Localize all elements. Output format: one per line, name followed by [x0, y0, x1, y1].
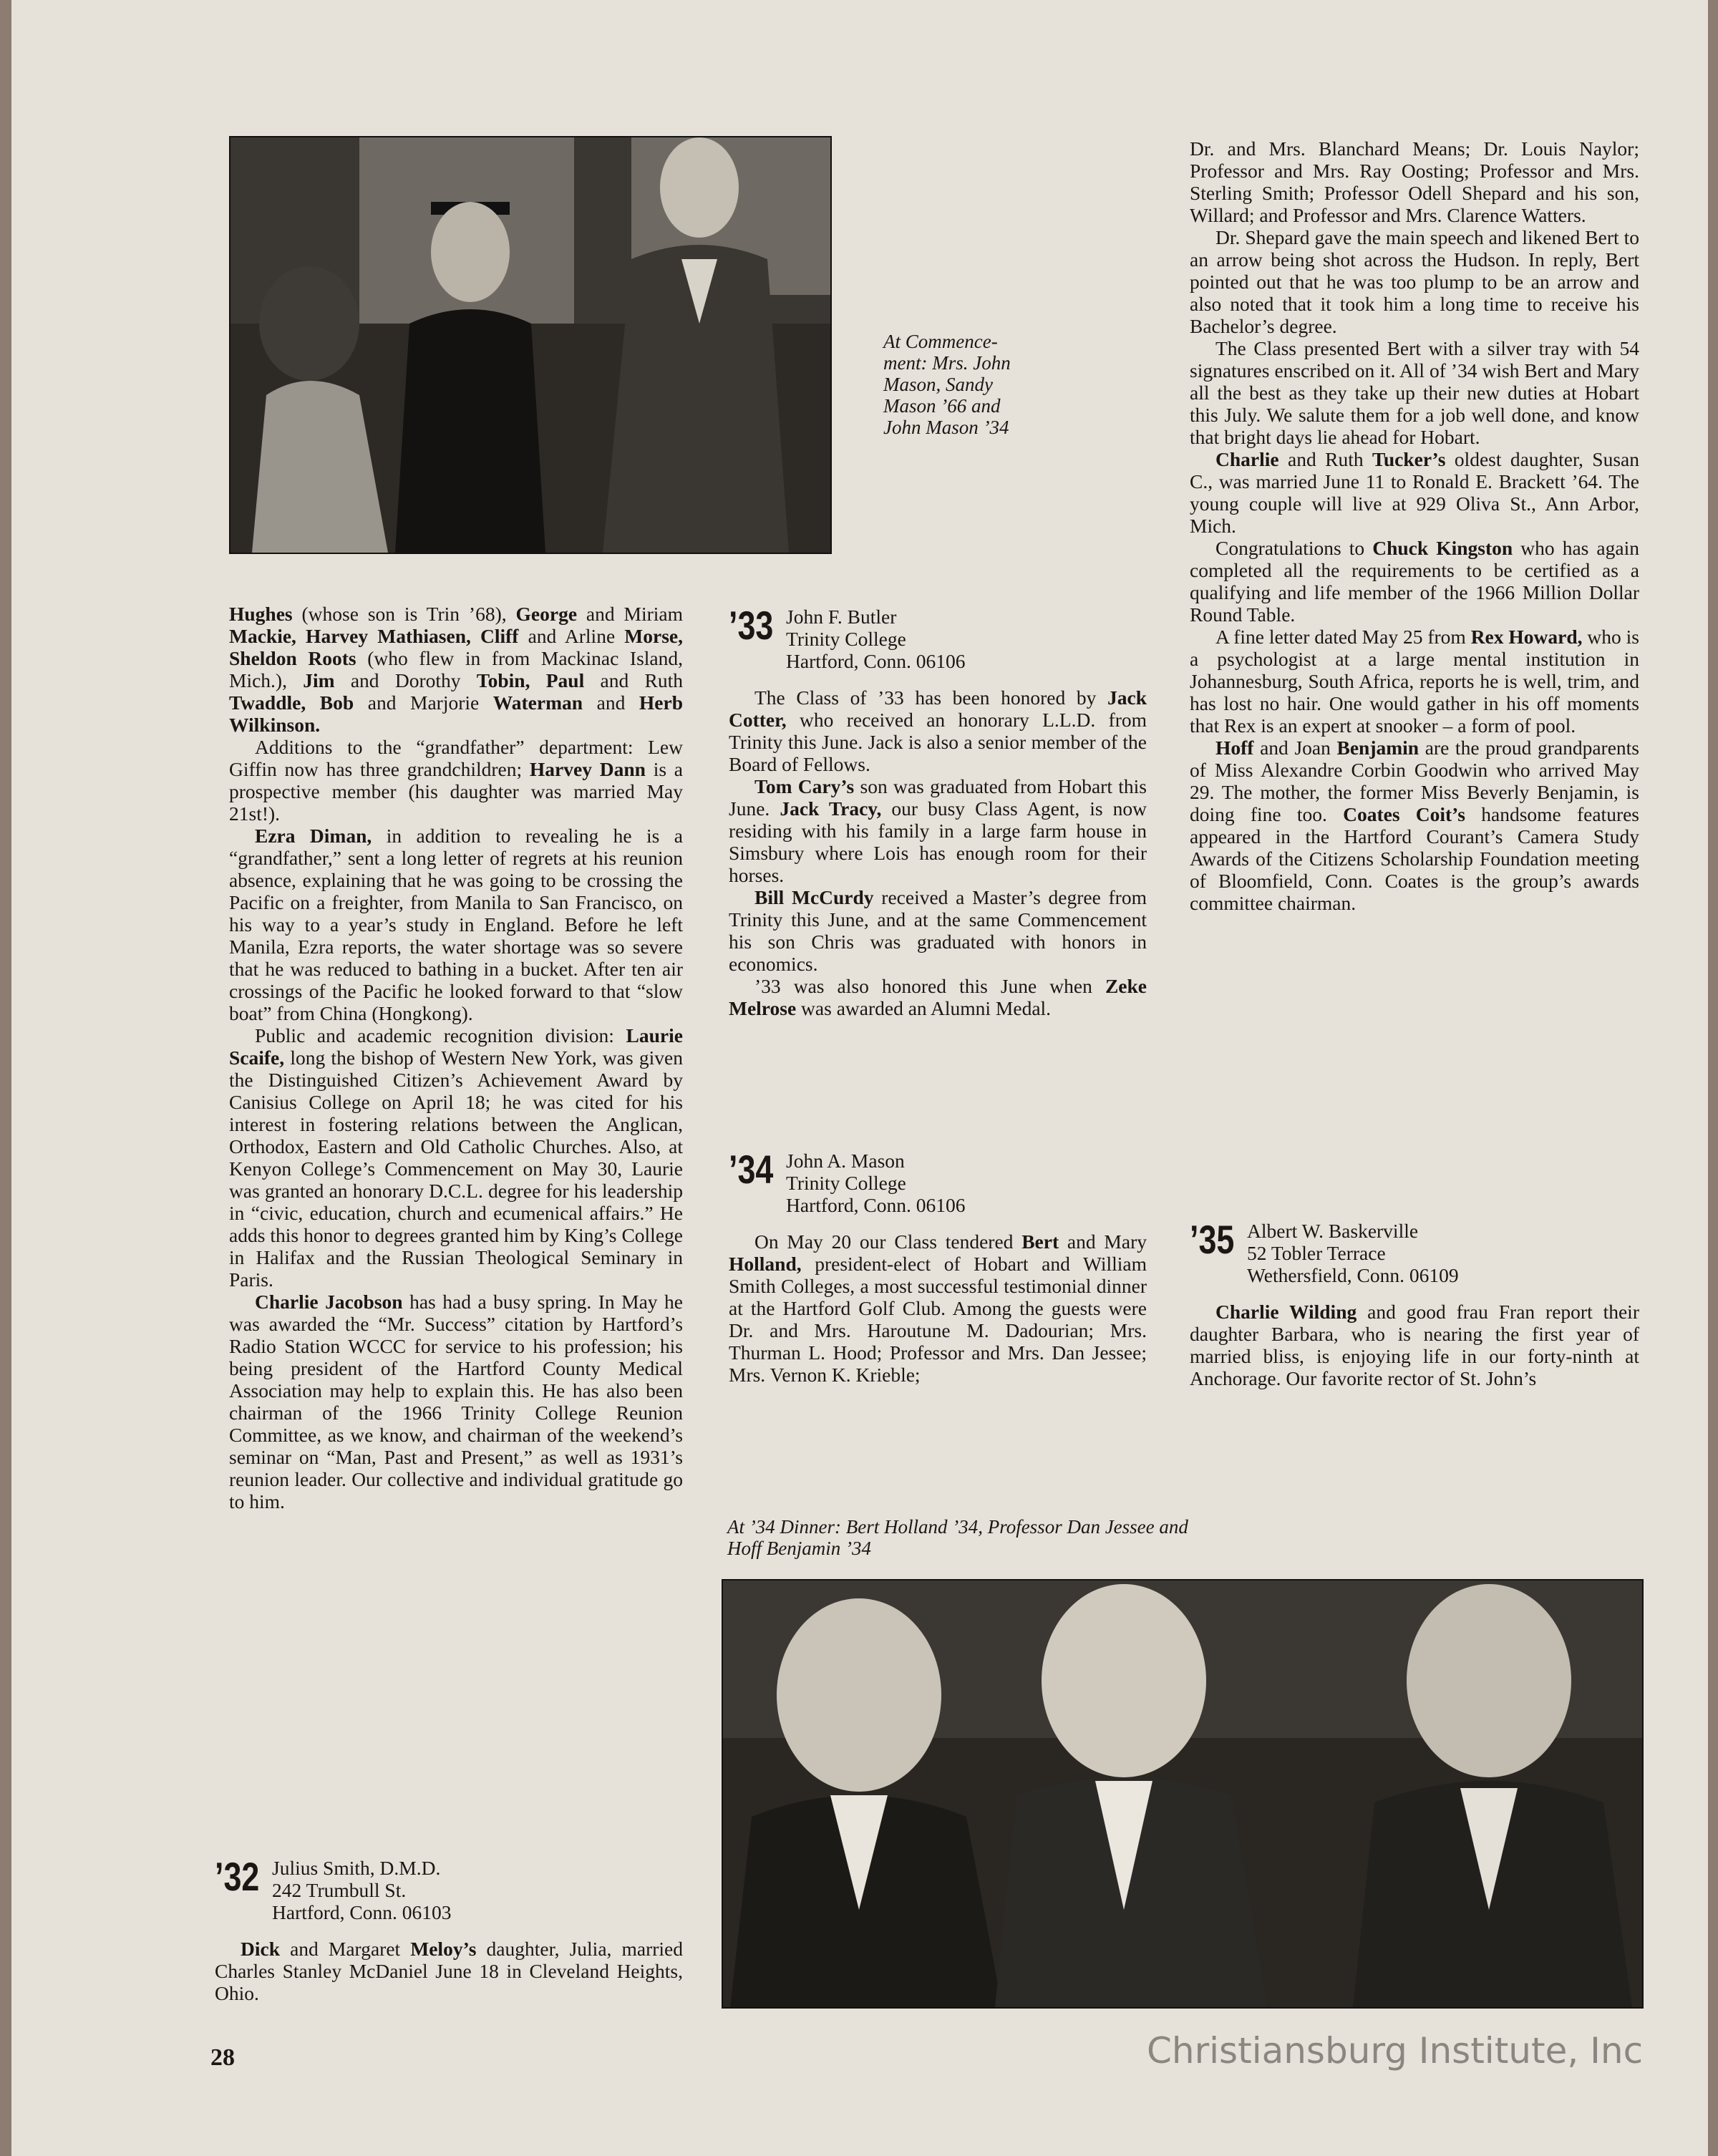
paragraph: Bill McCurdy received a Master’s degree from Trinity this June, and at the same Commencement his son Chris was graduated with honors in economics.: [729, 886, 1147, 975]
bold-name: Meloy’s: [410, 1938, 477, 1960]
bold-name: Ezra Diman,: [255, 825, 372, 847]
caption-line: ment: Mrs. John: [883, 352, 1011, 374]
bold-name: Jack Cotter,: [729, 686, 1147, 731]
bold-name: Tucker’s: [1372, 448, 1446, 470]
paragraph: Hoff and Joan Benjamin are the proud grandparents of Miss Alexandre Corbin Goodwin who arrived May 29. The mother, the former Miss Beverly Benjamin, is doing fine too. Coates Coit’s handsome features appeared in the Hartford Courant’s Camera Study Awards of the Citizens Scholarship Foundation meeting of Bloomfield, Conn. Coates is the group’s awards committee chairman.: [1190, 737, 1640, 914]
class-heading: [215, 1854, 683, 1923]
address-line: Julius Smith, D.M.D.: [272, 1857, 441, 1879]
bold-name: Tom Cary’s: [754, 775, 855, 797]
caption-line: John Mason ’34: [883, 417, 1009, 438]
address-line: Wethersfield, Conn. 06109: [1247, 1264, 1459, 1286]
caption-line: At Commence-: [883, 331, 998, 352]
bold-name: Charlie Jacobson: [255, 1291, 403, 1313]
bold-name: Chuck Kingston: [1372, 537, 1513, 559]
caption-line: At ’34 Dinner: Bert Holland ’34, Professor Dan Jessee and: [727, 1516, 1188, 1538]
class-secretary-address: [786, 1150, 966, 1216]
address-line: Trinity College: [786, 628, 906, 650]
dinner-photo: [722, 1579, 1644, 2009]
address-line: Hartford, Conn. 06106: [786, 650, 966, 672]
paragraph: On May 20 our Class tendered Bert and Mary Holland, president-elect of Hobart and William Smith Colleges, a most successful testimonial dinner at the Hartford Golf Club. Among the guests were Dr. and Mrs. Haroutune M. Dadourian; Mrs. Thurman L. Hood; Professor and Mrs. Dan Jessee; Mrs. Vernon K. Krieble;: [729, 1230, 1147, 1386]
address-line: John A. Mason: [786, 1150, 905, 1172]
paragraph: Tom Cary’s son was graduated from Hobart this June. Jack Tracy, our busy Class Agent, is now residing with his family in a large farm house in Simsbury where Lois has enough room for their horses.: [729, 775, 1147, 886]
bold-name: Hoff: [1215, 737, 1254, 759]
dinner-photo-caption: [727, 1516, 1443, 1559]
paragraph: A fine letter dated May 25 from Rex Howard, who is a psychologist at a large mental institution in Johannesburg, South Africa, reports he is well, trim, and has lost no hair. One would gather in his off moments that Rex is an expert at snooker – a form of pool.: [1190, 626, 1639, 737]
bold-name: Dick: [241, 1938, 280, 1960]
class-heading: [729, 1147, 1147, 1216]
column-3: [1190, 137, 1639, 914]
paragraph: Charlie Wilding and good frau Fran report their daughter Barbara, who is nearing the first year of married bliss, is enjoying life in our forty-ninth at Anchorage. Our favorite rector of St. John’s: [1190, 1301, 1639, 1389]
class-year: ’33: [729, 603, 774, 648]
address-line: 242 Trumbull St.: [272, 1879, 407, 1901]
bold-name: Jack Tracy,: [780, 797, 882, 820]
bold-name: George: [515, 603, 578, 625]
class-year: ’32: [215, 1854, 260, 1899]
address-line: Trinity College: [786, 1172, 906, 1194]
address-line: Albert W. Baskerville: [1247, 1220, 1419, 1242]
commencement-photo: [229, 136, 832, 554]
column-1: [229, 603, 683, 1512]
paragraph: Charlie Jacobson has had a busy spring. In May he was awarded the “Mr. Success” citation by Hartford’s Radio Station WCCC for service to his profession; his being president of the Hartford County Medical Association may help to explain this. He has also been chairman of the 1966 Trinity College Reunion Committee, as we know, and chairman of the weekend’s seminar on “Man, Past and Present,” as well as 1931’s reunion leader. Our collective and individual gratitude go to him.: [229, 1291, 683, 1512]
commencement-photo-caption: [883, 331, 1069, 438]
address-line: Hartford, Conn. 06106: [786, 1194, 966, 1216]
caption-line: Mason, Sandy: [883, 374, 993, 395]
address-line: 52 Tobler Terrace: [1247, 1242, 1386, 1264]
paragraph: Additions to the “grandfather” department: Lew Giffin now has three grandchildren; Harvey Dann is a prospective member (his daughter was married May 21st!).: [229, 736, 684, 825]
paragraph: Ezra Diman, in addition to revealing he is a “grandfather,” sent a long letter of regrets at his reunion absence, explaining that he was going to be crossing the Pacific on a freighter, from Manila to San Francisco, on his way to a year’s study in England. Before he left Manila, Ezra reports, the water shortage was so severe that he was reduced to bathing in a bucket. After ten air crossings of the Pacific he looked forward to that “slow boat” from China (Hongkong).: [229, 825, 683, 1024]
bold-name: Harvey Dann: [529, 758, 646, 780]
class-secretary-address: [786, 606, 966, 672]
class-35-section: [1190, 1217, 1639, 1389]
class-32-section: [215, 1854, 684, 2004]
paragraph: The Class presented Bert with a silver tray with 54 signatures enscribed on it. All of ’34 wish Bert and Mary all the best as they take up their new duties at Hobart this July. We salute them for a job well done, and know that bright days lie ahead for Hobart.: [1190, 337, 1639, 448]
bold-name: Mackie, Harvey Mathiasen, Cliff: [229, 625, 519, 647]
watermark: Christiansburg Institute, Inc: [1147, 2030, 1644, 2072]
bold-name: Herb Wilkinson.: [229, 691, 683, 736]
bold-name: Twaddle, Bob: [229, 691, 354, 714]
bold-name: Laurie Scaife,: [229, 1024, 683, 1069]
bold-name: Bill McCurdy: [754, 886, 874, 908]
class-secretary-address: [1247, 1220, 1459, 1286]
caption-line: Mason ’66 and: [883, 395, 1001, 417]
paragraph: Public and academic recognition division: Laurie Scaife, long the bishop of Western New York, was given the Distinguished Citizen’s Achievement Award by Canisius College on April 18; he was cited for his interest in fostering relations between the Anglican, Orthodox, Eastern and Old Catholic Churches. Also, at Kenyon College’s Commencement on May 30, Laurie was granted an honorary D.C.L. degree for his leadership in “civic, education, church and ecumenical affairs.” He adds this honor to degrees granted him by King’s College in Halifax and the Russian Theological Seminary in Paris.: [229, 1024, 683, 1291]
page: [11, 0, 1708, 2156]
paragraph: Charlie and Ruth Tucker’s oldest daughter, Susan C., was married June 11 to Ronald E. Brackett ’64. The young couple will live at 929 Oliva St., Ann Arbor, Mich.: [1190, 448, 1639, 537]
paragraph: Dr. Shepard gave the main speech and likened Bert to an arrow being shot across the Hudson. In reply, Bert pointed out that he was too plump to be an arrow and also noted that it took him a long time to receive his Bachelor’s degree.: [1190, 226, 1639, 337]
address-line: John F. Butler: [786, 606, 897, 628]
paragraph: The Class of ’33 has been honored by Jack Cotter, who received an honorary L.L.D. from Trinity this June. Jack is also a senior member of the Board of Fellows.: [729, 686, 1147, 775]
bold-name: Holland,: [729, 1253, 802, 1275]
bold-name: Rex Howard,: [1470, 626, 1583, 648]
bold-name: Charlie Wilding: [1215, 1301, 1357, 1323]
paragraph: Dick and Margaret Meloy’s daughter, Julia, married Charles Stanley McDaniel June 18 in Cleveland Heights, Ohio.: [215, 1938, 684, 2004]
address-line: Hartford, Conn. 06103: [272, 1901, 452, 1923]
bold-name: Benjamin: [1336, 737, 1419, 759]
class-year: ’34: [729, 1147, 774, 1192]
bold-name: Charlie: [1215, 448, 1279, 470]
bold-name: Bert: [1021, 1230, 1059, 1253]
paragraph: ’33 was also honored this June when Zeke Melrose was awarded an Alumni Medal.: [729, 975, 1147, 1019]
paragraph: Hughes (whose son is Trin ’68), George and Miriam Mackie, Harvey Mathiasen, Cliff and Arline Morse, Sheldon Roots (who flew in from Mackinac Island, Mich.), Jim and Dorothy Tobin, Paul and Ruth Twaddle, Bob and Marjorie Waterman and Herb Wilkinson.: [229, 603, 683, 736]
class-heading: [1190, 1217, 1639, 1286]
class-heading: [729, 603, 1147, 672]
bold-name: Coates Coit’s: [1343, 803, 1466, 825]
class-year: ’35: [1190, 1217, 1235, 1262]
bold-name: Tobin, Paul: [476, 669, 585, 691]
paragraph: Dr. and Mrs. Blanchard Means; Dr. Louis Naylor; Professor and Mrs. Ray Oosting; Professor and Mrs. Sterling Smith; Professor Odell Shepard and his son, Willard; and Professor and Mrs. Clarence Watters.: [1190, 137, 1639, 226]
class-secretary-address: [272, 1857, 452, 1923]
class-34-section: [729, 1147, 1147, 1386]
page-number: 28: [210, 2044, 235, 2071]
bold-name: Zeke Melrose: [729, 975, 1147, 1019]
bold-name: Morse, Sheldon Roots: [229, 625, 683, 669]
caption-line: Hoff Benjamin ’34: [727, 1538, 871, 1559]
paragraph: Congratulations to Chuck Kingston who has again completed all the requirements to be certified as a qualifying and life member of the 1966 Million Dollar Round Table.: [1190, 537, 1639, 626]
bold-name: Waterman: [492, 691, 583, 714]
bold-name: Jim: [303, 669, 335, 691]
class-33-section: [729, 603, 1147, 1019]
bold-name: Hughes: [229, 603, 293, 625]
